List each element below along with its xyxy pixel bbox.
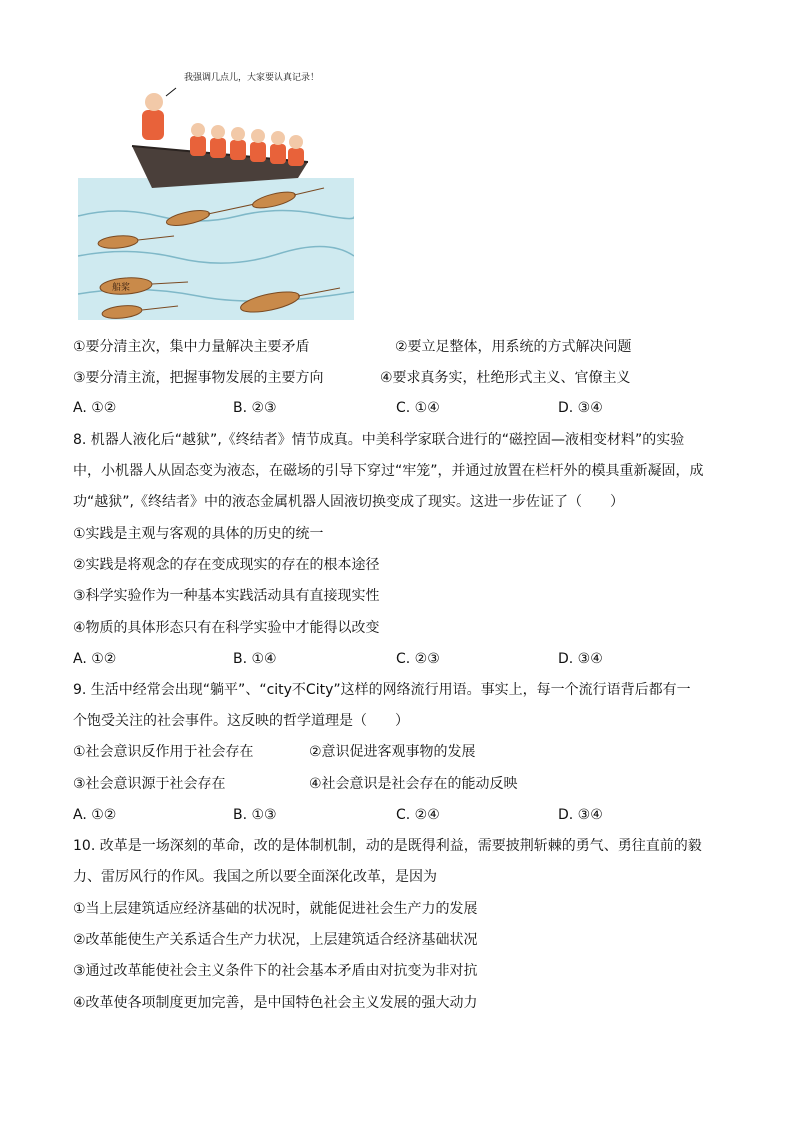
q8-choice-d[interactable]: D. ③④: [558, 651, 603, 667]
q9-items-row-2: [73, 774, 723, 794]
q9-choice-a[interactable]: A. ①②: [73, 807, 117, 823]
q7-choices: [73, 398, 723, 418]
q8-choice-b[interactable]: B. ①④: [233, 651, 277, 667]
q10-stem-line-1: 10. 改革是一场深刻的革命，改的是体制机制，动的是既得利益，需要披荆斩棘的勇气、勇往直前的毅: [73, 838, 702, 854]
q10-stem-line-2: 力、雷厉风行的作风。我国之所以要全面深化改革，是因为: [73, 869, 437, 885]
q7-item-3: ③要分清主流，把握事物发展的主要方向: [73, 370, 324, 386]
q9-item-2: ②意识促进客观事物的发展: [309, 744, 476, 760]
q7-choice-c[interactable]: C. ①④: [396, 400, 440, 416]
q7-item-2: ②要立足整体，用系统的方式解决问题: [395, 339, 632, 355]
q7-choice-a[interactable]: A. ①②: [73, 400, 117, 416]
q8-item-4: ④物质的具体形态只有在科学实验中才能得以改变: [73, 620, 380, 636]
q9-choice-c[interactable]: C. ②④: [396, 807, 440, 823]
q9-stem-line-1: 9. 生活中经常会出现“躺平”、“city不City”这样的网络流行用语。事实上，每一个流行语背后都有一: [73, 682, 691, 698]
speech-text: 我强调几点儿，大家要认真记录！: [184, 73, 320, 83]
q7-items-row-1: [73, 337, 723, 357]
q8-choice-a[interactable]: A. ①②: [73, 651, 117, 667]
q9-choices: [73, 805, 723, 825]
speaker-figure: [142, 110, 164, 140]
q7-choice-d[interactable]: D. ③④: [558, 400, 603, 416]
q7-choice-b[interactable]: B. ②③: [233, 400, 277, 416]
q8-item-3: ③科学实验作为一种基本实践活动具有直接现实性: [73, 588, 380, 604]
oar-label: 船桨: [112, 283, 131, 293]
q9-items-row-1: [73, 742, 723, 762]
q8-item-1: ①实践是主观与客观的具体的历史的统一: [73, 526, 324, 542]
cartoon-illustration: [78, 66, 354, 320]
q9-item-4: ④社会意识是社会存在的能动反映: [309, 776, 518, 792]
q10-item-2: ②改革能使生产关系适合生产力状况，上层建筑适合经济基础状况: [73, 932, 478, 948]
q7-item-1: ①要分清主次，集中力量解决主要矛盾: [73, 339, 310, 355]
q10-item-3: ③通过改革能使社会主义条件下的社会基本矛盾由对抗变为非对抗: [73, 963, 478, 979]
q9-item-1: ①社会意识反作用于社会存在: [73, 744, 254, 760]
q8-stem-line-3: 功“越狱”,《终结者》中的液态金属机器人固液切换变成了现实。这进一步佐证了（ ）: [73, 494, 624, 510]
q8-stem-line-1: 8. 机器人液化后“越狱”,《终结者》情节成真。中美科学家联合进行的“磁控固—液相变材料”的实验: [73, 432, 685, 448]
q9-choice-d[interactable]: D. ③④: [558, 807, 603, 823]
q7-items-row-2: [73, 368, 723, 388]
q8-choices: [73, 649, 723, 669]
q9-item-3: ③社会意识源于社会存在: [73, 776, 226, 792]
q8-item-2: ②实践是将观念的存在变成现实的存在的根本途径: [73, 557, 380, 573]
q9-choice-b[interactable]: B. ①③: [233, 807, 277, 823]
q9-stem-line-2: 个饱受关注的社会事件。这反映的哲学道理是（ ）: [73, 713, 409, 729]
q8-choice-c[interactable]: C. ②③: [396, 651, 440, 667]
q10-item-4: ④改革使各项制度更加完善，是中国特色社会主义发展的强大动力: [73, 995, 478, 1011]
q7-item-4: ④要求真务实，杜绝形式主义、官僚主义: [380, 370, 631, 386]
q8-stem-line-2: 中，小机器人从固态变为液态，在磁场的引导下穿过“牢笼”，并通过放置在栏杆外的模具重新凝固，成: [73, 463, 704, 479]
q10-item-1: ①当上层建筑适应经济基础的状况时，就能促进社会生产力的发展: [73, 901, 478, 917]
